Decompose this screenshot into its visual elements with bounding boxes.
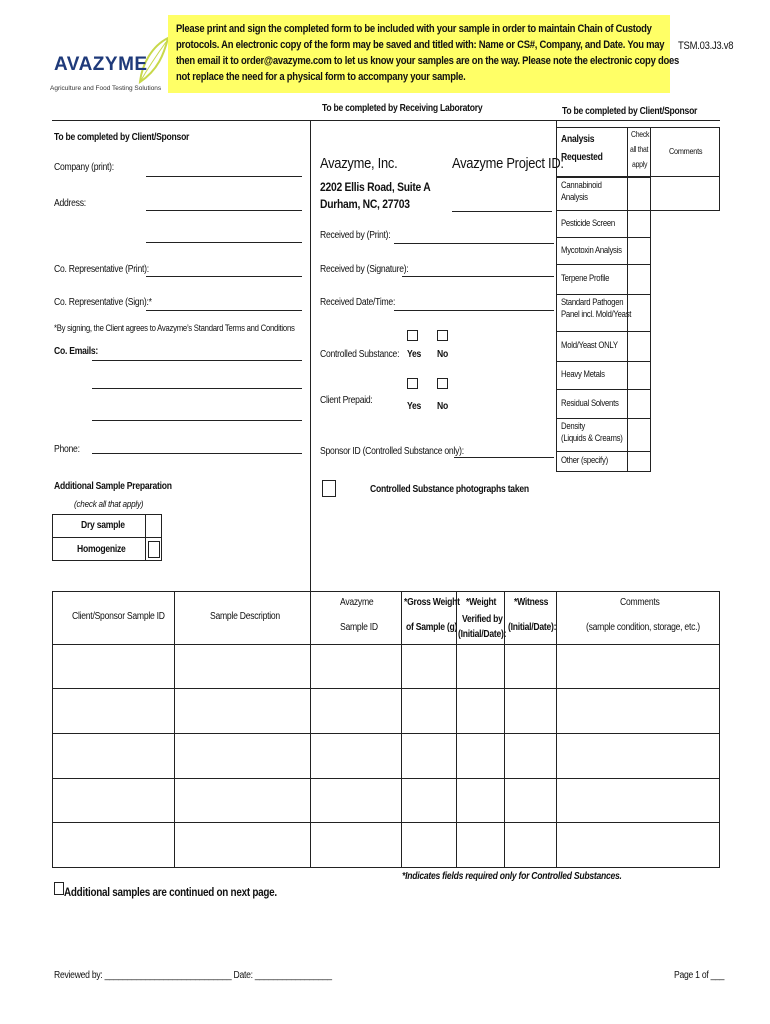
col-avazyme-1: Avazyme xyxy=(340,597,374,608)
terms-note: *By signing, the Client agrees to Avazyme’s Standard Terms and Conditions xyxy=(54,323,295,333)
col-client-id: Client/Sponsor Sample ID xyxy=(72,611,165,622)
emails-field-3[interactable] xyxy=(92,420,302,421)
prepaid-yes-checkbox[interactable] xyxy=(407,378,418,389)
company-label: Company (print): xyxy=(54,162,114,173)
controlled-no-checkbox[interactable] xyxy=(437,330,448,341)
col-gross-2: of Sample (g) xyxy=(406,622,458,633)
logo-tagline: Agriculture and Food Testing Solutions xyxy=(50,85,162,92)
address-label: Address: xyxy=(54,198,86,209)
controlled-yes-label: Yes xyxy=(407,349,422,360)
analysis-row xyxy=(556,264,651,295)
notice-line-2: protocols. An electronic copy of the form may be saved and titled with: Name or CS#, Company, and Date. You may xyxy=(176,39,665,51)
analysis-row xyxy=(556,361,651,390)
lab-heading: To be completed by Receiving Laboratory xyxy=(322,103,483,114)
lab-company: Avazyme, Inc. xyxy=(320,155,398,172)
controlled-label: Controlled Substance: xyxy=(320,349,400,360)
notice-banner xyxy=(168,15,679,93)
lab-address-1: 2202 Ellis Road, Suite A xyxy=(320,180,431,194)
received-date-label: Received Date/Time: xyxy=(320,297,396,308)
logo xyxy=(50,36,170,98)
notice-line-1: Please print and sign the completed form to be included with your sample in order to maintain Chain of Custody xyxy=(176,23,652,35)
analysis-row xyxy=(556,210,651,238)
analysis-comments-area[interactable] xyxy=(650,176,720,211)
analysis-row xyxy=(556,418,651,452)
client-heading-left: To be completed by Client/Sponsor xyxy=(54,132,190,143)
continued-label: Additional samples are continued on next page. xyxy=(64,887,277,899)
comments-header: Comments xyxy=(650,127,720,177)
col-description: Sample Description xyxy=(210,611,280,622)
logo-brand: AVAZYME xyxy=(54,54,148,75)
client-heading-right: To be completed by Client/Sponsor xyxy=(562,106,698,117)
phone-field[interactable] xyxy=(92,453,302,454)
project-id-field[interactable] xyxy=(452,211,552,212)
analysis-item-label: (Liquids & Creams) xyxy=(561,433,623,443)
analysis-item-label: Heavy Metals xyxy=(561,369,605,379)
controlled-note: *Indicates fields required only for Controlled Substances. xyxy=(402,871,622,882)
page-number: Page 1 of ___ xyxy=(674,970,725,981)
continued-checkbox[interactable] xyxy=(54,882,64,895)
form-code: TSM.03.J3.v8 xyxy=(678,40,734,52)
controlled-yes-checkbox[interactable] xyxy=(407,330,418,341)
analysis-row xyxy=(556,177,651,211)
received-sign-label: Received by (Signature): xyxy=(320,264,409,275)
controlled-no-label: No xyxy=(437,349,448,360)
analysis-item-label: Density xyxy=(561,421,586,431)
sponsor-id-field[interactable] xyxy=(454,457,554,458)
prep-homogenize-checkbox[interactable] xyxy=(145,537,162,561)
analysis-row xyxy=(556,389,651,419)
analysis-row xyxy=(556,451,651,472)
analysis-row xyxy=(556,331,651,362)
check-all-note: (check all that apply) xyxy=(74,499,144,510)
prepaid-no-checkbox[interactable] xyxy=(437,378,448,389)
col-weight-2: Verified by xyxy=(462,614,503,625)
analysis-item-label: Residual Solvents xyxy=(561,397,619,408)
received-sign-field[interactable] xyxy=(402,276,554,277)
prep-dry-label: Dry sample xyxy=(81,520,125,531)
prep-homogenize-cell xyxy=(52,537,146,561)
analysis-item-label: Other (specify) xyxy=(561,455,608,465)
sponsor-id-label: Sponsor ID (Controlled Substance only): xyxy=(320,446,464,457)
check-column-right-line xyxy=(650,177,651,471)
address-field-2[interactable] xyxy=(146,242,302,243)
analysis-row xyxy=(556,237,651,265)
prepaid-label: Client Prepaid: xyxy=(320,395,373,406)
analysis-header: Analysis Requested xyxy=(556,127,628,177)
col-avazyme-2: Sample ID xyxy=(340,622,378,633)
col-gross-1: *Gross Weight xyxy=(404,597,460,608)
received-print-field[interactable] xyxy=(394,243,554,244)
check-column-line xyxy=(627,177,628,471)
analysis-item-label: Panel incl. Mold/Yeast xyxy=(561,309,632,319)
photos-checkbox[interactable] xyxy=(322,480,336,497)
emails-label: Co. Emails: xyxy=(54,346,99,357)
left-divider xyxy=(310,121,311,591)
analysis-row xyxy=(556,294,651,332)
prep-homogenize-label: Homogenize xyxy=(77,544,126,555)
col-weight-3: (Initial/Date): xyxy=(458,629,507,640)
phone-label: Phone: xyxy=(54,444,80,455)
prep-dry-checkbox[interactable] xyxy=(145,514,162,538)
prepaid-yes-label: Yes xyxy=(407,401,422,412)
analysis-item-label: Terpene Profile xyxy=(561,273,610,283)
analysis-item-label: Standard Pathogen xyxy=(561,297,624,307)
received-date-field[interactable] xyxy=(394,310,554,311)
prepaid-no-label: No xyxy=(437,401,448,412)
col-comments-2: (sample condition, storage, etc.) xyxy=(586,622,700,633)
address-field-1[interactable] xyxy=(146,210,302,211)
analysis-item-label: Mold/Yeast ONLY xyxy=(561,340,618,350)
col-witness-2: (Initial/Date): xyxy=(508,622,557,633)
company-field[interactable] xyxy=(146,176,302,177)
analysis-item-label: Analysis xyxy=(561,192,588,202)
photos-label: Controlled Substance photographs taken xyxy=(370,484,529,495)
analysis-item-label: Pesticide Screen xyxy=(561,217,615,228)
analysis-item-label: Mycotoxin Analysis xyxy=(561,244,622,255)
notice-line-3: then email it to order@avazyme.com to let us know your samples are on the way. Please note the electronic copy does xyxy=(176,55,679,67)
rep-sign-label: Co. Representative (Sign):* xyxy=(54,297,152,308)
reviewed-line: Reviewed by: ____________________________ Date: _________________ xyxy=(54,970,332,981)
rep-sign-field[interactable] xyxy=(146,310,302,311)
prep-dry-cell xyxy=(52,514,146,538)
notice-line-4: not replace the need for a physical form to accompany your sample. xyxy=(176,71,466,83)
col-witness-1: *Witness xyxy=(514,597,549,608)
rep-print-field[interactable] xyxy=(146,276,302,277)
check-header: Check all that apply xyxy=(627,127,651,177)
received-print-label: Received by (Print): xyxy=(320,230,391,241)
col-weight-1: *Weight xyxy=(466,597,497,608)
project-id-label: Avazyme Project ID: xyxy=(452,155,564,172)
emails-field-2[interactable] xyxy=(92,388,302,389)
emails-field-1[interactable] xyxy=(92,360,302,361)
analysis-item-label: Cannabinoid xyxy=(561,180,602,190)
lab-address-2: Durham, NC, 27703 xyxy=(320,197,410,211)
additional-prep-label: Additional Sample Preparation xyxy=(54,481,172,492)
col-comments-1: Comments xyxy=(620,597,660,608)
rep-print-label: Co. Representative (Print): xyxy=(54,264,149,275)
